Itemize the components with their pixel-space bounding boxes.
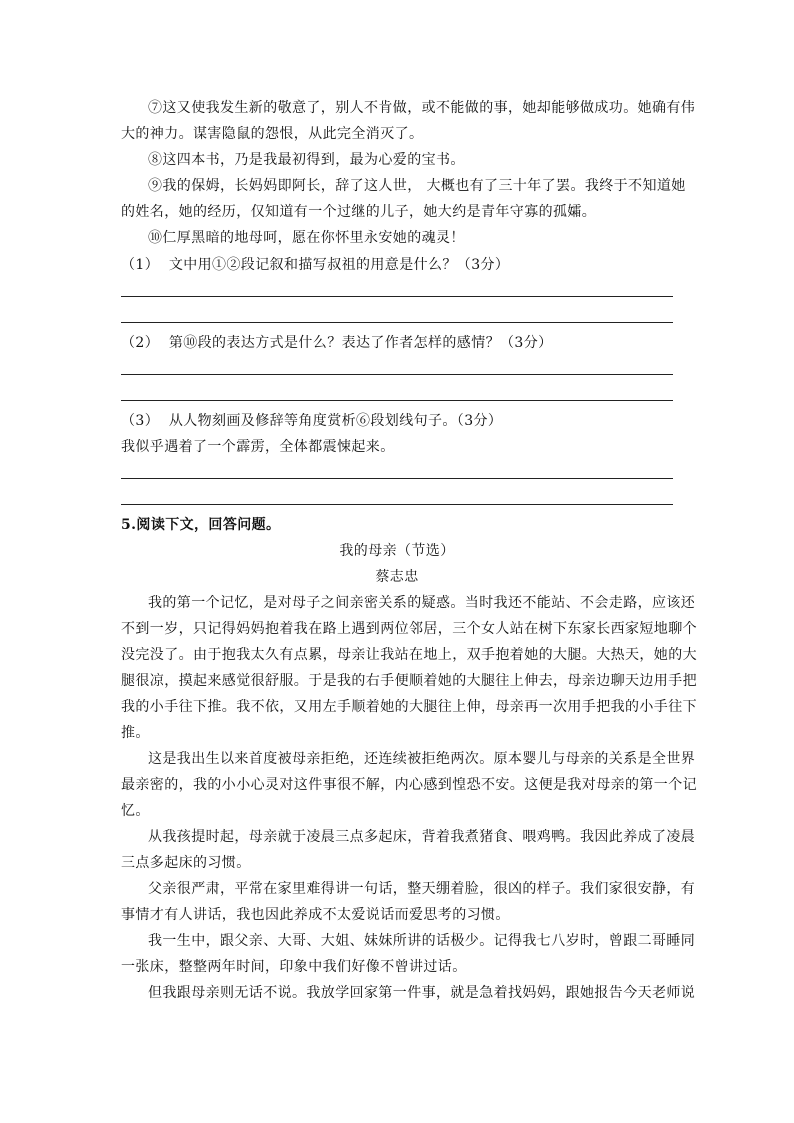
article-line: 我一生中，跟父亲、大哥、大姐、妹妹所讲的话极少。记得我七八岁时，曾跟二哥睡同 — [148, 933, 696, 949]
paragraph-10: ⑩仁厚黑暗的地母呵，愿在你怀里永安她的魂灵！ — [148, 230, 465, 246]
article-line: 事情才有人讲话，我也因此养成不太爱说话而爱思考的习惯。 — [121, 907, 510, 923]
article-line: 但我跟母亲则无话不说。我放学回家第一件事，就是急着找妈妈，跟她报告今天老师说 — [148, 985, 696, 1001]
paragraph-7-line-2: 大的神力。谋害隐鼠的怨恨，从此完全消灭了。 — [121, 126, 424, 142]
quoted-sentence: 我似乎遇着了一个霹雳，全体都震悚起来。 — [121, 439, 395, 455]
article-line: 一张床，整整两年时间，印象中我们好像不曾讲过话。 — [121, 959, 467, 975]
question-2-number: （2） — [121, 335, 160, 351]
answer-line[interactable] — [121, 478, 673, 479]
paragraph-7-line-1: ⑦这又使我发生新的敬意了，别人不肯做，或不能做的事，她却能够做成功。她确有伟 — [148, 100, 696, 116]
article-line: 父亲很严肃，平常在家里难得讲一句话，整天绷着脸，很凶的样子。我们家很安静，有 — [148, 881, 696, 897]
paragraph-8: ⑧这四本书，乃是我最初得到，最为心爱的宝书。 — [148, 152, 465, 168]
article-line: 推。 — [121, 725, 150, 741]
article-line: 最亲密的，我的小小心灵对这件事很不解，内心感到惶恐不安。这便是我对母亲的第一个记 — [121, 777, 697, 793]
article-line: 不到一岁，只记得妈妈抱着我在路上遇到两位邻居，三个女人站在树下东家长西家短地聊个 — [121, 621, 697, 637]
answer-line[interactable] — [121, 296, 673, 297]
article-author: 蔡志忠 — [375, 569, 419, 585]
article-line: 忆。 — [121, 803, 150, 819]
question-1-text: 文中用①②段记叙和描写叔祖的用意是什么？（3分） — [168, 257, 510, 273]
question-3-number: （3） — [121, 413, 160, 429]
question-3-text: 从人物刻画及修辞等角度赏析⑥段划线句子。（3分） — [168, 413, 503, 429]
article-line: 没完没了。由于抱我太久有点累，母亲让我站在地上，双手抱着她的大腿。大热天，她的大 — [121, 647, 697, 663]
answer-line[interactable] — [121, 504, 673, 505]
article-line: 我的第一个记忆，是对母子之间亲密关系的疑惑。当时我还不能站、不会走路，应该还 — [148, 595, 696, 611]
answer-line[interactable] — [121, 400, 673, 401]
answer-line[interactable] — [121, 322, 673, 323]
article-line: 从我孩提时起，母亲就于凌晨三点多起床，背着我煮猪食、喂鸡鸭。我因此养成了凌晨 — [148, 829, 696, 845]
question-2-text: 第⑩段的表达方式是什么？表达了作者怎样的感情？（3分） — [168, 335, 553, 351]
paragraph-9-line-2: 的姓名，她的经历，仅知道有一个过继的儿子，她大约是青年守寡的孤孀。 — [121, 204, 597, 220]
article-line: 我的小手往下推。我不依，又用左手顺着她的大腿往上伸，母亲再一次用手把我的小手往下 — [121, 699, 697, 715]
paragraph-9-line-1: ⑨我的保姆，长妈妈即阿长，辞了这人世， 大概也有了三十年了罢。我终于不知道她 — [148, 178, 686, 194]
question-1 — [121, 255, 673, 275]
article-title: 我的母亲（节选） — [339, 543, 455, 559]
question-3 — [121, 411, 673, 431]
question-2 — [121, 333, 673, 353]
question-1-number: （1） — [121, 257, 160, 273]
article-line: 这是我出生以来首度被母亲拒绝，还连续被拒绝两次。原本婴儿与母亲的关系是全世界 — [148, 751, 696, 767]
article-line: 三点多起床的习惯。 — [121, 855, 251, 871]
section-5-heading: 5.阅读下文，回答问题。 — [121, 517, 281, 533]
article-line: 腿很凉，摸起来感觉很舒服。于是我的右手便顺着她的大腿往上伸去，母亲边聊天边用手把 — [121, 673, 697, 689]
answer-line[interactable] — [121, 374, 673, 375]
